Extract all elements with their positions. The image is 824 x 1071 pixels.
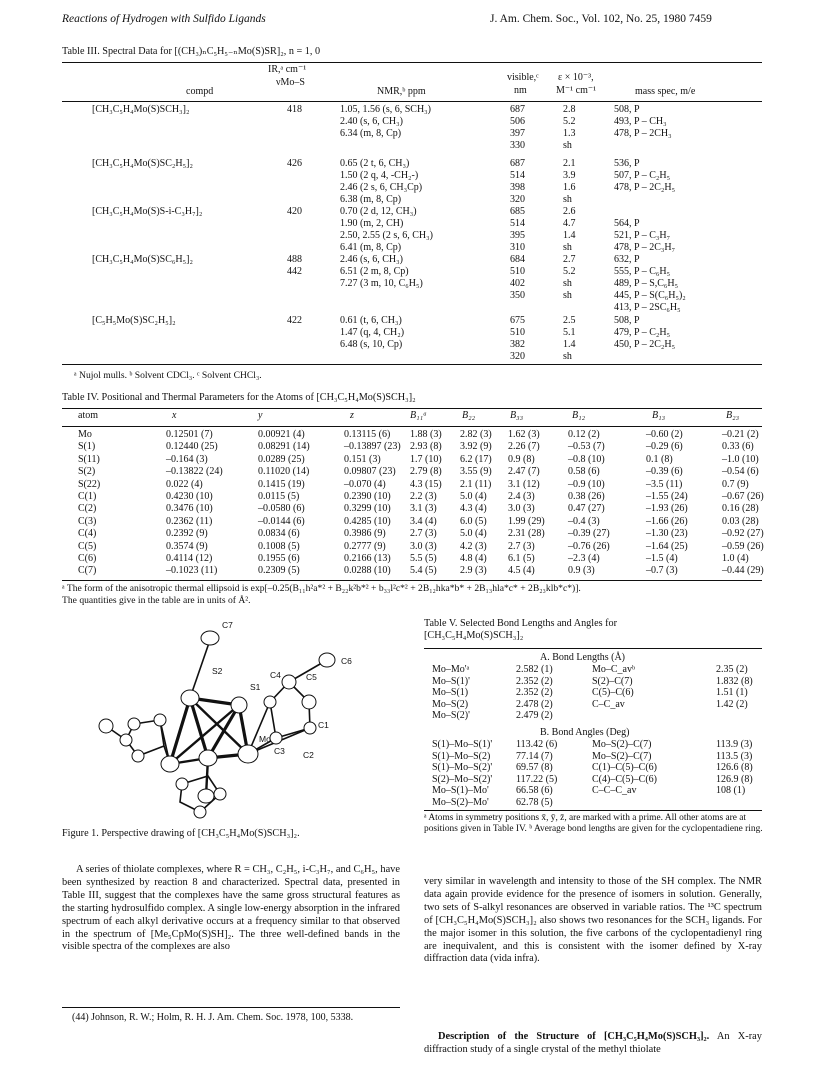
table4-bottom-rule (62, 580, 762, 581)
table4-value-cell: –0.44 (29) (722, 565, 764, 577)
table4-value-cell: 3.1 (3) (410, 503, 437, 515)
table4-value-cell: –0.53 (7) (568, 441, 605, 453)
table4-value-cell: 4.3 (4) (460, 503, 487, 515)
table4-value-cell: 0.12440 (25) (166, 441, 218, 453)
lengths-cell: C–C_av (592, 698, 625, 710)
atom-label-c7: C7 (222, 620, 233, 630)
angles-cell: 108 (1) (716, 785, 746, 797)
table4-value-cell: 3.92 (9) (460, 441, 492, 453)
table3-row-compd: [CH₃C₅H₄Mo(S)SC₂H₅]₂ (92, 158, 193, 169)
table3-row-vis: 684 510 402 350 (510, 254, 525, 301)
table4-header-cell: B₂₃ (726, 410, 740, 421)
lengths-cell: 2.352 (2) (516, 687, 553, 699)
table4-value-cell: 0.00921 (4) (258, 429, 305, 440)
atom-label-c6: C6 (341, 656, 352, 666)
table4-atom-cell: S(1) (78, 441, 96, 453)
table4-value-cell: 0.9 (3) (568, 565, 595, 577)
table3-row-ir: 422 (287, 315, 302, 326)
table4-header-cell: B₂₂ (462, 410, 476, 421)
table4-value-cell: –0.39 (27) (568, 528, 610, 540)
table4-value-cell: 2.7 (3) (410, 528, 437, 540)
lengths-cell: 2.352 (2) (516, 675, 553, 687)
figure1-caption: Figure 1. Perspective drawing of [CH₃C₅H₄Mo(S)SCH₃]₂. (62, 828, 300, 839)
table4-value-cell: 0.2390 (10) (344, 491, 391, 502)
table3-row-vis: 687 506 397 330 (510, 104, 525, 151)
table4-value-cell: 3.0 (3) (410, 540, 437, 552)
table4-value-cell: 6.0 (5) (460, 515, 487, 527)
table4-header-row (62, 410, 762, 424)
table3-header-mass: mass spec, m/e (635, 86, 696, 97)
table4-value-cell: 1.88 (3) (410, 429, 442, 440)
table3-row-compd: [C₅H₅Mo(S)SC₂H₅]₂ (92, 315, 176, 326)
table4-value-cell: 2.7 (3) (508, 540, 535, 552)
table4-atom-cell: C(7) (78, 565, 97, 577)
table3-row-mass: 536, P 507, P – C₂H₅ 478, P – 2C₂H₅ (614, 158, 676, 193)
atom-label-c2: C2 (303, 750, 314, 760)
lengths-cell: S(2)–C(7) (592, 675, 633, 687)
table4-value-cell: 0.4114 (12) (166, 553, 213, 564)
table3-row-eps: 2.6 4.7 1.4 sh (563, 206, 576, 253)
table4-value-cell: 2.31 (28) (508, 528, 545, 540)
table4-value-cell: –1.0 (10) (722, 453, 759, 465)
table4-value-cell: 0.11020 (14) (258, 466, 310, 478)
lengths-cell: Mo–S(2) (432, 698, 469, 710)
table4-value-cell: 0.33 (6) (722, 441, 754, 453)
table3-row-nmr: 1.05, 1.56 (s, 6, SCH₃) 2.40 (s, 6, CH₃) 6.34 (m, 8, Cp) (340, 104, 431, 139)
table5-bottom-rule (424, 810, 762, 811)
angles-cell: 113.42 (6) (516, 739, 558, 750)
table3-row-eps: 2.5 5.1 1.4 sh (563, 315, 576, 362)
table4-value-cell: –0.59 (26) (722, 540, 764, 552)
table3-row-mass: 632, P 555, P – C₆H₅ 489, P – S,C₆H₅ 445, P – S(C₆H₅)₂ 413, P – 2SC₆H₅ (614, 254, 686, 313)
angles-cell: 113.9 (3) (716, 739, 753, 750)
table4-value-cell: 0.2309 (5) (258, 565, 300, 577)
table4-value-cell: 5.0 (4) (460, 491, 487, 502)
table4-atom-cell: C(2) (78, 503, 97, 515)
lengths-cell: Mo–C_avᵇ (592, 664, 636, 675)
atom-label-c4: C4 (270, 670, 281, 680)
table3-row-mass: 508, P 479, P – C₂H₅ 450, P – 2C₂H₅ (614, 315, 676, 350)
table5-caption-line1: Table V. Selected Bond Lengths and Angles for (424, 618, 618, 629)
table4-value-cell: 0.0289 (25) (258, 453, 305, 465)
table4-value-cell: –1.66 (26) (646, 515, 688, 527)
table4-value-cell: 5.5 (5) (410, 553, 437, 564)
table4-value-cell: 2.82 (3) (460, 429, 492, 440)
table4-value-cell: –0.54 (6) (722, 466, 759, 478)
table5-top-rule (424, 648, 762, 649)
table3-row-ir: 426 (287, 158, 302, 169)
table4-value-cell: –0.76 (26) (568, 540, 610, 552)
table4-header-cell: B₃₃ (510, 410, 524, 421)
lengths-cell: C(5)–C(6) (592, 687, 634, 699)
table4-header-cell: atom (78, 410, 98, 421)
table4-value-cell: –0.0580 (6) (258, 503, 305, 515)
table3-row-ir: 488 442 (287, 254, 302, 277)
table3-header-eps-sub: M⁻¹ cm⁻¹ (556, 85, 597, 96)
table4-value-cell: 4.3 (15) (410, 478, 442, 490)
table4-atom-cell: C(5) (78, 540, 97, 552)
table4-atom-cell: S(11) (78, 453, 100, 465)
table4-atom-cell: C(6) (78, 553, 97, 564)
table4-atom-cell: Mo (78, 429, 92, 440)
table3-row-nmr: 0.65 (2 t, 6, CH₃) 1.50 (2 q, 4, -CH₂-) 2.46 (2 s, 6, CH₃Cp) 6.38 (m, 8, Cp) (340, 158, 423, 205)
table4-value-cell: –1.64 (25) (646, 540, 688, 552)
lengths-cell: 1.42 (2) (716, 698, 748, 710)
table4-value-cell: 0.1415 (19) (258, 478, 305, 490)
table3-row-nmr: 0.61 (t, 6, CH₃) 1.47 (q, 4, CH₂) 6.48 (s, 10, Cp) (340, 315, 405, 350)
table4-value-cell: 4.5 (4) (508, 565, 535, 577)
table4-value-cell: –0.67 (26) (722, 491, 764, 502)
table4-value-cell: –0.39 (6) (646, 466, 683, 478)
table4-value-cell: 0.3476 (10) (166, 503, 213, 515)
angles-cell: C(4)–C(5)–C(6) (592, 773, 657, 785)
table4-value-cell: 2.9 (3) (460, 565, 487, 577)
table3-header-ir-sub: νMo–S (276, 77, 305, 88)
atom-label-mo: Mo (259, 734, 271, 744)
table4-value-cell: 0.3986 (9) (344, 528, 386, 540)
table4-value-cell: –0.29 (6) (646, 441, 683, 453)
table4-header-rule (62, 426, 762, 427)
table3-row-compd: [CH₃C₅H₄Mo(S)S-i-C₃H₇]₂ (92, 206, 203, 217)
table4-value-cell: 0.1 (8) (646, 453, 673, 465)
angles-cell: 62.78 (5) (516, 797, 553, 808)
table4-header-cell: z (350, 410, 354, 421)
table4-value-cell: 0.2362 (11) (166, 515, 213, 527)
table3-row-ir: 420 (287, 206, 302, 217)
lengths-cell: 2.582 (1) (516, 664, 553, 675)
angles-cell: S(1)–Mo–S(2) (432, 750, 491, 762)
table4-atom-cell: C(3) (78, 515, 97, 527)
lengths-cell: 2.35 (2) (716, 664, 748, 675)
angles-cell: Mo–S(2)–C(7) (592, 750, 652, 762)
table4-value-cell: 3.1 (12) (508, 478, 540, 490)
angles-cell: S(1)–Mo–S(2)' (432, 762, 493, 774)
atom-label-c1: C1 (318, 720, 329, 730)
table4-value-cell: 5.0 (4) (460, 528, 487, 540)
table4-value-cell: 0.1008 (5) (258, 540, 300, 552)
table4-atom-cell: C(4) (78, 528, 97, 540)
table3-header-ir: IR,ᵃ cm⁻¹ (268, 64, 307, 75)
table4-value-cell: 6.2 (17) (460, 453, 492, 465)
table4-value-cell: 0.022 (4) (166, 478, 203, 490)
table4-value-cell: 5.4 (5) (410, 565, 437, 577)
table4-value-cell: 0.0834 (6) (258, 528, 300, 540)
table3-header-vis-sub: nm (514, 85, 527, 96)
table4-value-cell: –2.3 (4) (568, 553, 600, 564)
table3-top-rule (62, 62, 762, 63)
table4-value-cell: 2.26 (7) (508, 441, 540, 453)
table3-row-compd: [CH₃C₅H₄Mo(S)SC₆H₅]₂ (92, 254, 193, 265)
angles-cell: 77.14 (7) (516, 750, 553, 762)
table4-top-rule (62, 408, 762, 409)
table5-angles (424, 739, 762, 811)
table3-row-eps: 2.1 3.9 1.6 sh (563, 158, 576, 205)
table4-value-cell: –0.7 (3) (646, 565, 678, 577)
table4-value-cell: 0.13115 (6) (344, 429, 391, 440)
table3-header-rule (62, 101, 762, 102)
angles-cell: Mo–S(2)–C(7) (592, 739, 652, 750)
atom-label-c3: C3 (274, 746, 285, 756)
lengths-cell: Mo–Mo'ᵃ (432, 664, 470, 675)
table4-value-cell: 2.93 (8) (410, 441, 442, 453)
table4-value-cell: 3.4 (4) (410, 515, 437, 527)
table4-header-cell: B₁₂ (572, 410, 586, 421)
table4-value-cell: 2.4 (3) (508, 491, 535, 502)
running-header-journal: J. Am. Chem. Soc., Vol. 102, No. 25, 1980 7459 (490, 13, 712, 25)
body-right-paragraph: very similar in wavelength and intensity to those of the SH complex. The NMR data again provide evidence for the presence of isomers in solution. Generally, two sets of S-alkyl resonances are observed in variable ratios. The ¹³C spectrum of [CH₃C₅H₄Mo(S)SCH₃]₂ also shows two resonances for the SCH₃ ligands. For the major isomer in this solution, the five carbons of the cyclopentadienyl ring are inequivalent, and this is consistent with the isomer defined by X-ray diffraction data (vida infra). (424, 876, 762, 965)
table4-value-cell: 0.1955 (6) (258, 553, 300, 564)
table4-value-cell: –0.1023 (11) (166, 565, 218, 577)
table4-value-cell: –0.21 (2) (722, 429, 759, 440)
table4-value-cell: 2.1 (11) (460, 478, 492, 490)
table3-row-eps: 2.7 5.2 sh sh (563, 254, 576, 301)
lengths-cell: Mo–S(2)' (432, 710, 470, 722)
table3-row-eps: 2.8 5.2 1.3 sh (563, 104, 576, 151)
table4-footnote-form: ᵃ The form of the anisotropic thermal ellipsoid is exp[–0.25(B₁₁h²a*² + B₂₂k²b*² + b₃₃l²c*² + 2B₁₂hka*b* + 2B₁₃hla*c* + 2B₂₃klb*c*)]. (62, 583, 581, 594)
angles-cell: 69.57 (8) (516, 762, 553, 774)
table3-header-vis: visible,ᶜ (507, 72, 539, 83)
table3-header-compd: compd (186, 86, 214, 97)
table4-value-cell: 3.55 (9) (460, 466, 492, 478)
table4-value-cell: 1.99 (29) (508, 515, 545, 527)
table4-value-cell: 0.09807 (23) (344, 466, 396, 478)
table3-caption: Table III. Spectral Data for [(CH₃)ₙC₅H₅₋ₙMo(S)SR]₂, n = 1, 0 (62, 46, 321, 57)
table4-header-cell: B₁₁ᵃ (410, 410, 428, 421)
table4-value-cell: –0.070 (4) (344, 478, 386, 490)
angles-cell: S(2)–Mo–S(2)' (432, 773, 493, 785)
table4-atom-cell: C(1) (78, 491, 97, 502)
lengths-cell: 2.479 (2) (516, 710, 553, 722)
table4-value-cell: 0.2166 (13) (344, 553, 391, 564)
angles-cell: 117.22 (5) (516, 773, 558, 785)
table4-value-cell: 4.8 (4) (460, 553, 487, 564)
angles-cell: Mo–S(1)–Mo' (432, 785, 489, 797)
table5-lengths (424, 664, 762, 726)
table3-header-nmr: NMR,ᵇ ppm (377, 86, 426, 97)
table4-value-cell: –1.30 (23) (646, 528, 688, 540)
structure-section-heading: Description of the Structure of [CH₃C₅H₄Mo(S)SCH₃]₂. (438, 1031, 710, 1042)
reference-44: (44) Johnson, R. W.; Holm, R. H. J. Am. Chem. Soc. 1978, 100, 5338. (72, 1012, 354, 1023)
atom-label-c5: C5 (306, 672, 317, 682)
table4-value-cell: 0.03 (28) (722, 515, 759, 527)
angles-cell: 66.58 (6) (516, 785, 553, 797)
table4-header-cell: x (172, 410, 177, 421)
angles-cell: 113.5 (3) (716, 750, 753, 762)
table4-value-cell: –0.8 (10) (568, 453, 605, 465)
table4-value-cell: 0.3299 (10) (344, 503, 391, 515)
table4-value-cell: –1.5 (4) (646, 553, 678, 564)
angles-cell: C(1)–C(5)–C(6) (592, 762, 657, 774)
angles-cell: 126.6 (8) (716, 762, 753, 774)
table4-value-cell: –1.55 (24) (646, 491, 688, 502)
table4-value-cell: 2.2 (3) (410, 491, 437, 502)
table5-caption-line2: [CH₃C₅H₄Mo(S)SCH₃]₂ (424, 630, 524, 641)
table4-value-cell: 0.38 (26) (568, 491, 605, 502)
lengths-cell: Mo–S(1)' (432, 675, 470, 687)
table4-atom-cell: S(22) (78, 478, 101, 490)
table3-row-ir: 418 (287, 104, 302, 115)
table4-value-cell: 4.2 (3) (460, 540, 487, 552)
table5-section-a: A. Bond Lengths (Å) (540, 652, 625, 663)
table4-header-cell: y (258, 410, 263, 421)
table4-value-cell: –0.60 (2) (646, 429, 683, 440)
angles-cell: C–C–C_av (592, 785, 637, 797)
atom-label-s1: S1 (250, 682, 261, 692)
table4-value-cell: 1.7 (10) (410, 453, 442, 465)
reference-rule (62, 1007, 400, 1008)
table3-row-nmr: 2.46 (s, 6, CH₃) 6.51 (2 m, 8, Cp) 7.27 (3 m, 10, C₆H₅) (340, 254, 423, 289)
table4-value-cell: 0.9 (8) (508, 453, 535, 465)
atom-label-s2: S2 (212, 666, 223, 676)
table4-value-cell: 0.7 (9) (722, 478, 749, 490)
table4-value-cell: 0.3574 (9) (166, 540, 208, 552)
running-header-title: Reactions of Hydrogen with Sulfido Ligands (62, 13, 266, 25)
table4-header-cell: B₁₃ (652, 410, 666, 421)
body-left-paragraph: A series of thiolate complexes, where R = CH₃, C₂H₅, i-C₃H₇, and C₆H₅, have been synthesized by reaction 8 and characterized. Spectral data, presented in Table III, suggest that the complexes have the same gross structural features as the starting hydrosulfido complex. A single low-energy absorption in the infrared spectrum of each alkyl derivative occurs at a frequency similar to that observed in the spectrum of [Me₅CpMo(S)SH]₂. The three well-defined bands in the visible spectra of the complexes are also (62, 864, 400, 953)
structure-section-text: An X-ray diffraction study of a single crystal of the methyl thiolate (424, 1031, 762, 1055)
table4-value-cell: –0.4 (3) (568, 515, 600, 527)
table4-value-cell: 2.79 (8) (410, 466, 442, 478)
table4-value-cell: 0.12 (2) (568, 429, 600, 440)
table3-row-vis: 687 514 398 320 (510, 158, 525, 205)
table4-value-cell: –0.9 (10) (568, 478, 605, 490)
table4-value-cell: –3.5 (11) (646, 478, 683, 490)
table4-value-cell: –0.0144 (6) (258, 515, 305, 527)
table3-header-eps: ε × 10⁻³, (558, 72, 594, 83)
table4-value-cell: 0.0115 (5) (258, 491, 300, 502)
table3-row-compd: [CH₃C₅H₄Mo(S)SCH₃]₂ (92, 104, 190, 115)
angles-cell: S(1)–Mo–S(1)' (432, 739, 493, 750)
lengths-cell: 2.478 (2) (516, 698, 553, 710)
table4-caption: Table IV. Positional and Thermal Parameters for the Atoms of [CH₃C₅H₄Mo(S)SCH₃]₂ (62, 392, 416, 403)
table4-value-cell: –0.92 (27) (722, 528, 764, 540)
angles-cell: 126.9 (8) (716, 773, 753, 785)
table4-value-cell: –0.13897 (23) (344, 441, 401, 453)
table3-row-nmr: 0.70 (2 d, 12, CH₃) 1.90 (m, 2, CH) 2.50, 2.55 (2 s, 6, CH₃) 6.41 (m, 8, Cp) (340, 206, 433, 253)
table4-value-cell: 0.16 (28) (722, 503, 759, 515)
table4-value-cell: 0.58 (6) (568, 466, 600, 478)
table4-value-cell: –0.13822 (24) (166, 466, 223, 478)
body-right-section (424, 1031, 762, 1057)
figure1-ortep-drawing (98, 616, 388, 821)
table4-footnote-units: The quantities give in the table are in units of Å². (62, 595, 251, 606)
table4-value-cell: 1.0 (4) (722, 553, 749, 564)
table5-footnote: ᵃ Atoms in symmetry positions x̄, ȳ, z̄, are marked with a prime. All other atoms are at positions given in Table IV. ᵇ Average bond lengths are given for the cyclopentadiene ring. (424, 813, 763, 835)
lengths-cell: Mo–S(1) (432, 687, 469, 699)
table3-row-mass: 564, P 521, P – C₃H₇ 478, P – 2C₃H₇ (614, 217, 676, 253)
table4-value-cell: 1.62 (3) (508, 429, 540, 440)
table4-value-cell: 0.151 (3) (344, 453, 381, 465)
angles-cell: Mo–S(2)–Mo' (432, 797, 489, 808)
table4-value-cell: –0.164 (3) (166, 453, 208, 465)
table5-section-b: B. Bond Angles (Deg) (540, 727, 630, 738)
table4-value-cell: 0.4230 (10) (166, 491, 213, 502)
lengths-cell: 1.832 (8) (716, 675, 753, 687)
table3-footnote: ᵃ Nujol mulls. ᵇ Solvent CDCl₃. ᶜ Solvent CHCl₃. (74, 370, 262, 381)
table4-value-cell: 0.2392 (9) (166, 528, 208, 540)
table4-value-cell: 0.12501 (7) (166, 429, 213, 440)
lengths-cell: 1.51 (1) (716, 687, 748, 699)
table4-value-cell: 2.47 (7) (508, 466, 540, 478)
table3-row-vis: 675 510 382 320 (510, 315, 525, 362)
table4-value-cell: 0.4285 (10) (344, 515, 391, 527)
table4-value-cell: 0.2777 (9) (344, 540, 386, 552)
table3-row-vis: 685 514 395 310 (510, 206, 525, 253)
table4-value-cell: 3.0 (3) (508, 503, 535, 515)
table4-value-cell: 0.08291 (14) (258, 441, 310, 453)
table4-value-cell: –1.93 (26) (646, 503, 688, 515)
table4-value-cell: 0.0288 (10) (344, 565, 391, 577)
table4-value-cell: 0.47 (27) (568, 503, 605, 515)
table3-row-mass: 508, P 493, P – CH₃ 478, P – 2CH₃ (614, 104, 672, 139)
table4-atom-cell: S(2) (78, 466, 96, 478)
table4-body (62, 429, 762, 579)
table3-bottom-rule (62, 364, 762, 365)
table4-value-cell: 6.1 (5) (508, 553, 535, 564)
